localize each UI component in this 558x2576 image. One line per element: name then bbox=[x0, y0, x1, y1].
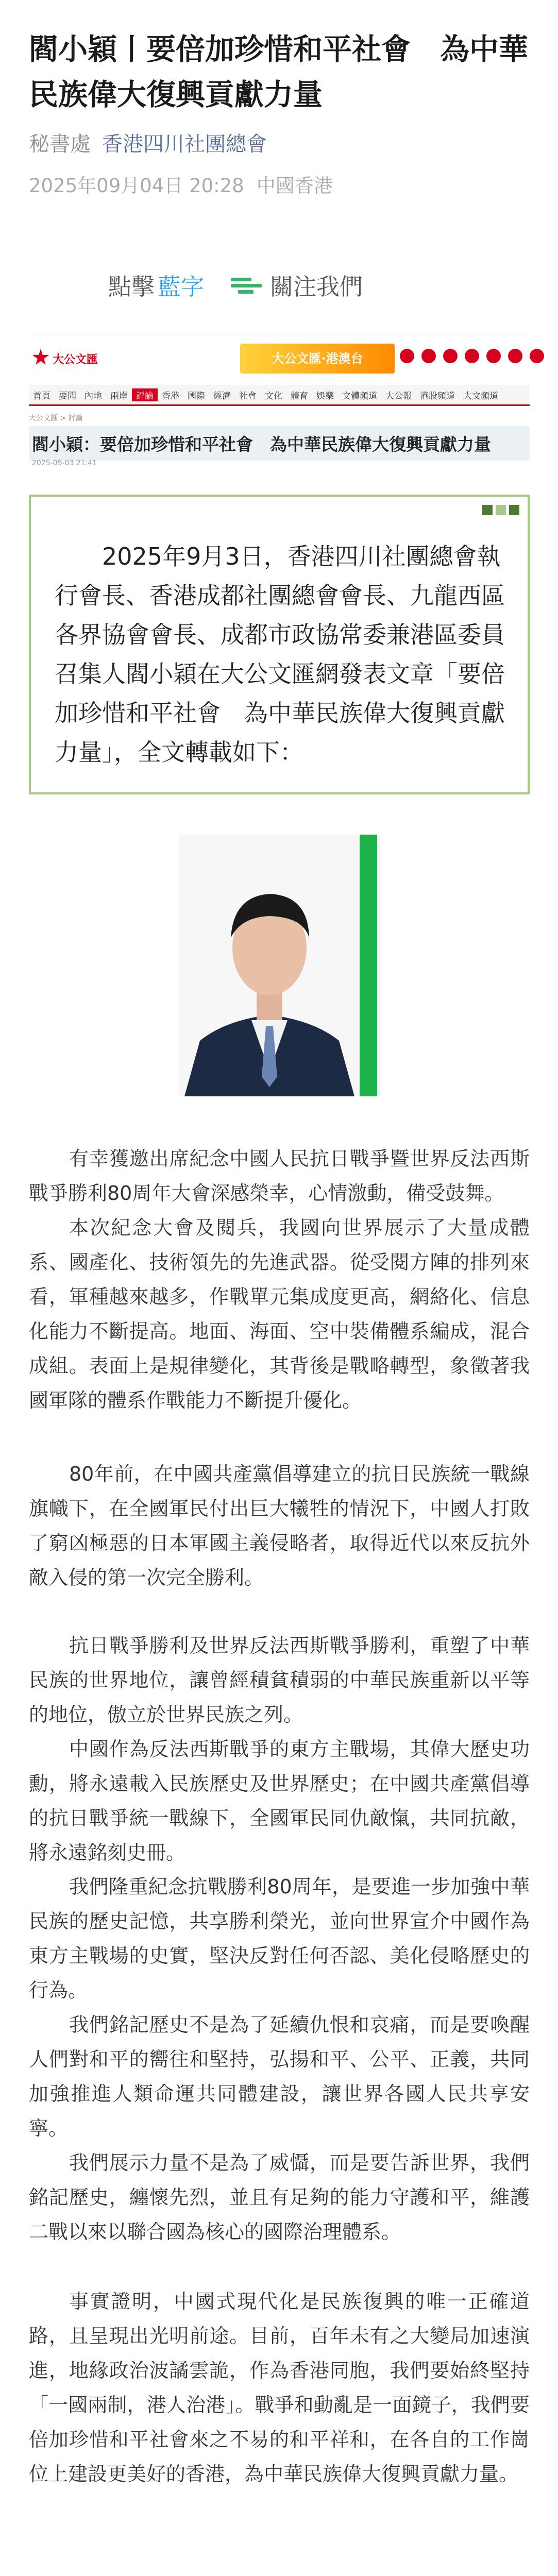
article-meta-date bbox=[29, 170, 345, 198]
newspaper-nav-item: 體育 bbox=[291, 391, 308, 401]
newspaper-nav-item: 娛樂 bbox=[316, 391, 334, 401]
follow-suffix: 關注我們 bbox=[270, 273, 363, 300]
article-meta bbox=[29, 128, 267, 157]
author-portrait bbox=[179, 835, 380, 1096]
person-portrait-icon bbox=[179, 835, 360, 1096]
star-icon bbox=[32, 349, 49, 366]
newspaper-nav-item: 兩岸 bbox=[110, 391, 128, 401]
newspaper-headline: 閻小穎：要倍加珍惜和平社會 為中華民族偉大復興貢獻力量 bbox=[29, 426, 530, 461]
newspaper-nav-item: 經濟 bbox=[213, 391, 231, 401]
newspaper-nav-item: 社會 bbox=[239, 391, 257, 401]
newspaper-nav-item: 香港 bbox=[162, 391, 179, 401]
newspaper-logo: 大公文匯 bbox=[29, 345, 106, 376]
article-paragraph: 本次紀念大會及閱兵，我國向世界展示了大量成體系、國產化、技術領先的先進武器。從受閱方陣的排列來看，軍種越來越多，作戰單元集成度更高，網絡化、信息化能力不斷提高。地面、海面、空中裝備體系編成，混合成組。表面上是規律變化，其背後是戰略轉型，象徵著我國軍隊的體系作戰能力不斷提升優化。 bbox=[29, 1216, 530, 1412]
follow-lines-icon bbox=[231, 276, 262, 294]
newspaper-nav-item: 文化 bbox=[265, 391, 282, 401]
newspaper-nav-item: 評論 bbox=[132, 388, 158, 401]
article-paragraph: 我們銘記歷史不是為了延續仇恨和哀痛，而是要喚醒人們對和平的嚮往和堅持，弘揚和平、公平、正義，共同加強推進人類命運共同體建設，讓世界各國人民共享安寧。 bbox=[29, 2013, 530, 2140]
newspaper-nav-item: 內地 bbox=[84, 391, 102, 401]
follow-blue-text: 藍字 bbox=[158, 273, 205, 300]
newspaper-nav-item: 國際 bbox=[188, 391, 205, 401]
newspaper-breadcrumb: 大公文匯 > 評論 bbox=[29, 414, 83, 422]
article-paragraph: 事實證明，中國式現代化是民族復興的唯一正確道路，且呈現出光明前途。目前，百年未有之大變局加速演進，地緣政治波譎雲詭，作為香港同胞，我們要始終堅持「一國兩制，港人治港」。戰爭和動亂是一面鏡子，我們要倍加珍惜和平社會來之不易的和平祥和，在各自的工作崗位上建設更美好的香港，為中華民族偉大復興貢獻力量。 bbox=[29, 2290, 530, 2485]
corner-marks-icon bbox=[482, 505, 519, 515]
article-paragraph: 我們隆重紀念抗戰勝利80周年，是要進一步加強中華民族的歷史記憶，共享勝利榮光，並向世界宣介中國作為東方主戰場的史實，堅決反對任何否認、美化侵略歷史的行為。 bbox=[29, 1875, 530, 2002]
newspaper-screenshot bbox=[29, 335, 530, 485]
intro-text: 2025年9月3日，香港四川社團總會執行會長、香港成都社團總會會長、九龍西區各界協會會長、成都市政協常委兼港區委員召集人閻小穎在大公文匯網發表文章「要倍加珍惜和平社會 為中華民族偉大復興貢獻力量」，全文轉載如下： bbox=[55, 543, 505, 766]
newspaper-date: 2025-09-03 21:41 bbox=[32, 459, 97, 467]
newspaper-nav-item: 港股頻道 bbox=[420, 391, 455, 401]
intro-box bbox=[29, 495, 530, 794]
article-paragraph: 80年前，在中國共產黨倡導建立的抗日民族統一戰線旗幟下，在全國軍民付出巨大犧牲的情況下，中國人打敗了窮凶極惡的日本軍國主義侵略者，取得近代以來反抗外敵入侵的第一次完全勝利。 bbox=[29, 1463, 530, 1589]
follow-prefix: 點擊 bbox=[108, 273, 155, 300]
author-label: 秘書處 bbox=[29, 132, 91, 156]
newspaper-top-icons bbox=[400, 349, 544, 363]
publish-date: 2025年09月04日 20:28 bbox=[29, 175, 244, 197]
newspaper-nav-item: 大公報 bbox=[385, 391, 412, 401]
publish-location: 中國香港 bbox=[256, 175, 333, 197]
article-title: 閻小穎丨要倍加珍惜和平社會 為中華民族偉大復興貢獻力量 bbox=[29, 32, 528, 112]
newspaper-ad-banner: 大公文匯·港澳台 bbox=[240, 344, 395, 374]
newspaper-nav-item: 要聞 bbox=[59, 391, 76, 401]
article-paragraph: 有幸獲邀出席紀念中國人民抗日戰爭暨世界反法西斯戰爭勝利80周年大會深感榮幸，心情激動，備受鼓舞。 bbox=[29, 1147, 530, 1205]
newspaper-nav-item: 首頁 bbox=[33, 391, 50, 401]
account-link[interactable]: 香港四川社團總會 bbox=[102, 132, 267, 156]
newspaper-nav-item: 文體頻道 bbox=[342, 391, 377, 401]
article-paragraph: 中國作為反法西斯戰爭的東方主戰場，其偉大歷史功勳，將永遠載入民族歷史及世界歷史；在中國共產黨倡導的抗日戰爭統一戰線下，全國軍民同仇敵愾，共同抗敵，將永遠銘刻史冊。 bbox=[29, 1738, 530, 1864]
article-paragraph: 我們展示力量不是為了威懾，而是要告訴世界，我們銘記歷史，纏懷先烈，並且有足夠的能力守護和平，維護二戰以來以聯合國為核心的國際治理體系。 bbox=[29, 2151, 530, 2243]
newspaper-nav-item: 大文頻道 bbox=[463, 391, 498, 401]
follow-banner[interactable] bbox=[108, 268, 363, 301]
newspaper-nav bbox=[29, 385, 530, 406]
article-paragraph: 抗日戰爭勝利及世界反法西斯戰爭勝利，重塑了中華民族的世界地位，讓曾經積貧積弱的中華民族重新以平等的地位，傲立於世界民族之列。 bbox=[29, 1634, 530, 1726]
portrait-green-bar bbox=[360, 835, 377, 1096]
